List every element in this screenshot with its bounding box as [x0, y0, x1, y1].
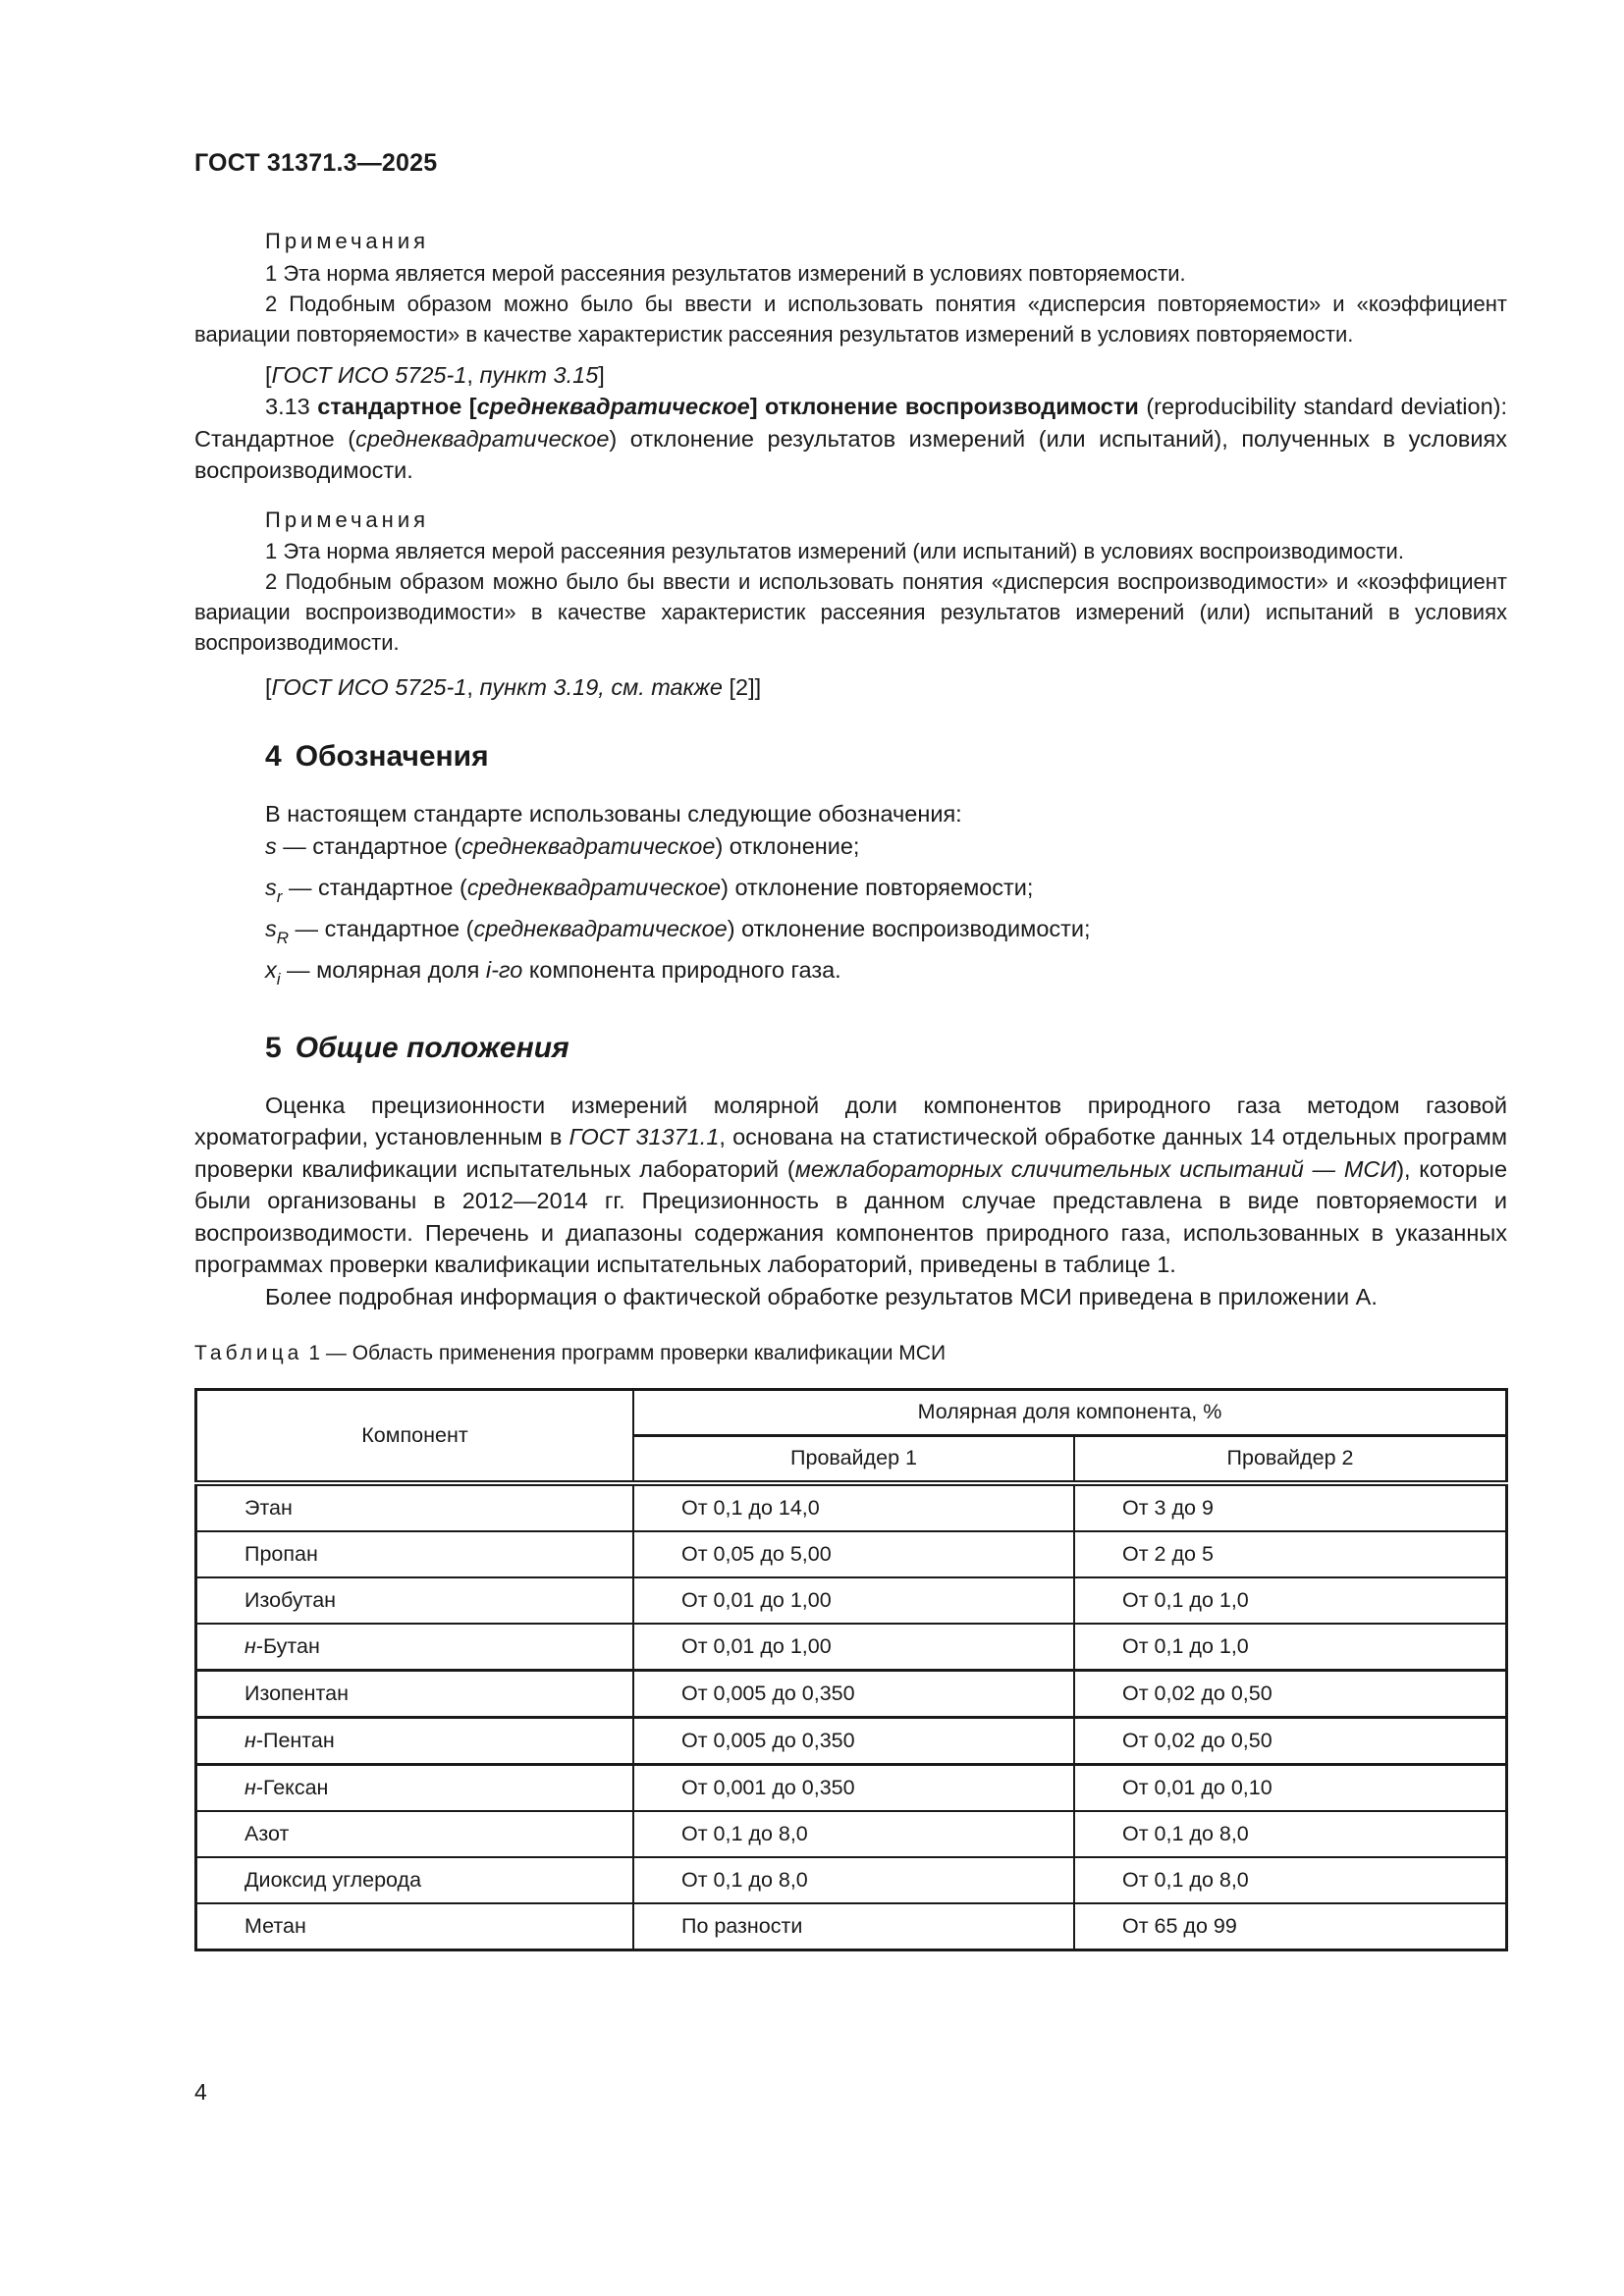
- paragraph-annex-reference: Более подробная информация о фактической обработке результатов МСИ приведена в приложении А.: [265, 1283, 1378, 1309]
- provider-2-range: От 0,1 до 1,0: [1074, 1577, 1507, 1624]
- provider-1-range: От 0,05 до 5,00: [633, 1531, 1074, 1577]
- table-row: [196, 1531, 1507, 1577]
- notes-title: Примечания: [265, 229, 430, 253]
- component-name: Диоксид углерода: [196, 1857, 634, 1903]
- notes-block-repeatability: [194, 226, 1507, 349]
- provider-2-range: От 0,1 до 8,0: [1074, 1811, 1507, 1857]
- term-english: (reproducibility standard deviation):: [1146, 394, 1508, 419]
- provider-2-range: От 0,02 до 0,50: [1074, 1670, 1507, 1717]
- symbol-definition: $s_r$ — стандартное (среднеквадратическое) отклонение повторяемости;: [265, 874, 1034, 906]
- paragraph-precision-assessment: Оценка прецизионности измерений молярной доли компонентов природного газа методом газовой хроматографии, установленным в ГОСТ 31371.1, основана на статистической обработке данных 14 отдельных программ проверки квалификации испытательных лабораторий (межлабораторных сличительных испытаний — МСИ), которые были организованы в 2012—2014 гг. Прецизионность в данном случае представлена в виде повторяемости и воспроизводимости. Перечень и диапазоны содержания компонентов природного газа, использованных в указанных программах проверки квалификации испытательных лабораторий, приведены в таблице 1.: [194, 1092, 1508, 1277]
- reference-source: ГОСТ ИСО 5725-1: [271, 674, 467, 700]
- section-title: Общие положения: [295, 1031, 569, 1064]
- component-name: Изопентан: [196, 1670, 634, 1717]
- section-number: 5: [265, 1031, 282, 1064]
- section-number: 4: [265, 739, 282, 773]
- table-row: [196, 1624, 1507, 1671]
- bracket: [: [265, 361, 272, 388]
- provider-2-range: От 3 до 9: [1074, 1483, 1507, 1531]
- bracket: ]: [754, 674, 762, 700]
- table-msi-scope: [194, 1388, 1508, 1951]
- table-row: [196, 1811, 1507, 1857]
- document-id-header: ГОСТ 31371.3—2025: [194, 149, 438, 177]
- component-name: н-Пентан: [196, 1717, 634, 1764]
- term-definition-3-13: [194, 391, 1507, 487]
- provider-1-range: От 0,01 до 1,00: [633, 1624, 1074, 1671]
- table-row: [196, 1903, 1507, 1950]
- provider-2-range: От 0,01 до 0,10: [1074, 1764, 1507, 1811]
- reference-citation: [194, 359, 1507, 392]
- provider-1-range: От 0,001 до 0,350: [633, 1764, 1074, 1811]
- section-title: Обозначения: [295, 739, 489, 773]
- section-heading-4: [265, 737, 1507, 776]
- component-name: н-Бутан: [196, 1624, 634, 1671]
- bracket: [: [265, 674, 272, 700]
- definition-text: ) отклонение результатов измерений (или испытаний), полученных в условиях воспроизводимости.: [194, 425, 1507, 483]
- column-header-provider-1: Провайдер 1: [633, 1435, 1074, 1483]
- provider-2-range: От 0,02 до 0,50: [1074, 1717, 1507, 1764]
- table-row: [196, 1577, 1507, 1624]
- section-heading-5: [265, 1029, 1507, 1068]
- note-item: 2 Подобным образом можно было бы ввести и использовать понятия «дисперсия воспроизводимости» и «коэффициент вариации воспроизводимости» в качестве характеристик рассеяния результатов измерений (или) испытаний в условиях воспроизводимости.: [194, 569, 1507, 655]
- table-caption: Таблица 1 — Область применения программ проверки квалификации МСИ: [194, 1342, 947, 1364]
- column-header-component: Компонент: [196, 1389, 634, 1483]
- separator: ,: [466, 674, 480, 700]
- component-name: н-Гексан: [196, 1764, 634, 1811]
- page-content: [194, 226, 1507, 1951]
- column-header-provider-2: Провайдер 2: [1074, 1435, 1507, 1483]
- term-bold: стандартное [среднеквадратическое] отклонение воспроизводимости: [317, 394, 1139, 419]
- note-item: 1 Эта норма является мерой рассеяния результатов измерений (или испытаний) в условиях воспроизводимости.: [265, 539, 1404, 563]
- bracket: ]: [598, 361, 605, 388]
- page-number: 4: [194, 2079, 207, 2105]
- notes-title: Примечания: [265, 507, 430, 532]
- component-name: Метан: [196, 1903, 634, 1950]
- component-name: Азот: [196, 1811, 634, 1857]
- separator: ,: [466, 361, 480, 388]
- definition-text: Стандартное (: [194, 425, 356, 452]
- note-item: 1 Эта норма является мерой рассеяния результатов измерений в условиях повторяемости.: [265, 260, 1186, 286]
- provider-1-range: От 0,1 до 14,0: [633, 1483, 1074, 1531]
- provider-1-range: По разности: [633, 1903, 1074, 1950]
- reference-point: пункт 3.15: [479, 361, 599, 388]
- definition-italic: среднеквадратическое: [355, 425, 610, 452]
- symbols-intro: В настоящем стандарте использованы следующие обозначения:: [265, 800, 962, 827]
- provider-2-range: От 65 до 99: [1074, 1903, 1507, 1950]
- symbol-definition: s — стандартное (среднеквадратическое) отклонение;: [265, 832, 860, 859]
- provider-2-range: От 0,1 до 8,0: [1074, 1857, 1507, 1903]
- provider-1-range: От 0,1 до 8,0: [633, 1857, 1074, 1903]
- provider-1-range: От 0,01 до 1,00: [633, 1577, 1074, 1624]
- table-row: [196, 1483, 1507, 1531]
- reference-point: пункт 3.19, см. также: [479, 674, 723, 700]
- symbol-definition: $x_i$ — молярная доля i-го компонента природного газа.: [265, 956, 841, 988]
- provider-1-range: От 0,005 до 0,350: [633, 1717, 1074, 1764]
- reference-source: ГОСТ ИСО 5725-1: [271, 361, 467, 388]
- table-row: [196, 1717, 1507, 1764]
- table-row: [196, 1670, 1507, 1717]
- table-row: [196, 1764, 1507, 1811]
- note-item: 2 Подобным образом можно было бы ввести и использовать понятия «дисперсия повторяемости» и «коэффициент вариации повторяемости» в качестве характеристик рассеяния результатов измерений в условиях повторяемости.: [194, 291, 1507, 347]
- table-row: [196, 1857, 1507, 1903]
- provider-1-range: От 0,1 до 8,0: [633, 1811, 1074, 1857]
- provider-2-range: От 2 до 5: [1074, 1531, 1507, 1577]
- component-name: Изобутан: [196, 1577, 634, 1624]
- component-name: Этан: [196, 1483, 634, 1531]
- reference-citation: [194, 671, 1507, 704]
- provider-2-range: От 0,1 до 1,0: [1074, 1624, 1507, 1671]
- standard-reference: ГОСТ 31371.1: [568, 1124, 720, 1149]
- column-header-molar-fraction: Молярная доля компонента, %: [633, 1389, 1507, 1435]
- notes-block-reproducibility: [194, 505, 1507, 659]
- symbol-definition: $s_R$ — стандартное (среднеквадратическое) отклонение воспроизводимости;: [265, 915, 1091, 947]
- component-name: Пропан: [196, 1531, 634, 1577]
- provider-1-range: От 0,005 до 0,350: [633, 1670, 1074, 1717]
- term-number: 3.13: [265, 394, 310, 419]
- bibliography-ref: [2]: [722, 674, 755, 700]
